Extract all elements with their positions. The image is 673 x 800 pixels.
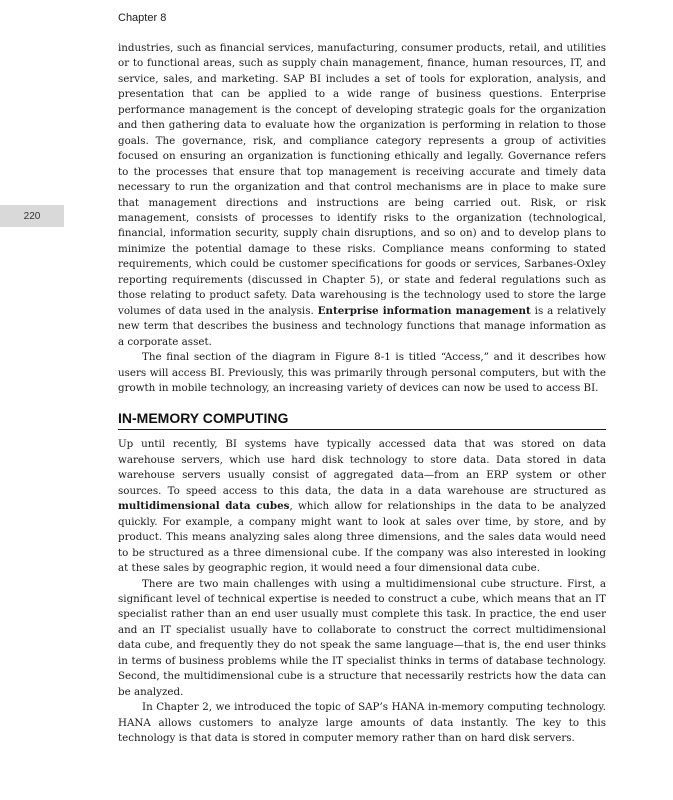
paragraph-hana: In Chapter 2, we introduced the topic of SAP’s HANA in-memory computing technology. HANA allows customers to analyze large amounts of data instantly. The key to this technology is that data is stored in computer memory rather than on hard disk servers.	[118, 701, 606, 745]
page-number-tab	[0, 205, 64, 227]
section-heading-in-memory-computing: IN-MEMORY COMPUTING	[118, 410, 606, 430]
page-body	[118, 41, 606, 746]
paragraph-text: is a relatively new term that describes the business and technology functions that manage information as a corporate asset.	[118, 304, 606, 348]
page-number: 220	[23, 210, 41, 222]
paragraph-text: Up until recently, BI systems have typically accessed data that was stored on data warehouse servers, which use hard disk technology to store data. Data stored in data warehouse servers usually consist of aggregated data—from an ERP system or other sources. To speed access to this data, the data in a data warehouse are structured as	[118, 438, 606, 497]
term-enterprise-information-management: Enterprise information management	[317, 304, 531, 317]
chapter-header: Chapter 8	[118, 12, 167, 24]
term-multidimensional-data-cubes: multidimensional data cubes	[118, 500, 290, 513]
paragraph-text: industries, such as financial services, manufacturing, consumer products, retail, and utilities or to functional areas, such as supply chain management, finance, human resources, IT, and service, sales, and marketing. SAP BI includes a set of tools for exploration, analysis, and presentation that can be applied to a wide range of business questions. Enterprise performance management is the concept of developing strategic goals for the organization and then gathering data to evaluate how the organization is performing in relation to those goals. The governance, risk, and compliance category represents a group of activities focused on ensuring an organization is functioning ethically and legally. Governance refers to the processes that ensure that top management is receiving accurate and timely data necessary to run the organization and that control mechanisms are in place to make sure that management directions and instructions are being carried out. Risk, or risk management, consists of processes to identify risks to the organization (technological, financial, information security, supply chain disruptions, and so on) and to develop plans to minimize the potential damage to these risks. Compliance means conforming to stated requirements, which could be customer specifications for goods or services, Sarbanes-Oxley reporting requirements (discussed in Chapter 5), or state and federal regulations such as those relating to product safety. Data warehousing is the technology used to store the large volumes of data used in the analysis.	[118, 42, 606, 317]
paragraph-access: The final section of the diagram in Figure 8-1 is titled “Access,” and it describes how users will access BI. Previously, this was primarily through personal computers, but with the growth in mobile technology, an increasing variety of devices can now be used to access BI.	[118, 351, 606, 394]
paragraph-bi-categories	[118, 41, 606, 350]
paragraph-data-warehouse	[118, 437, 606, 576]
paragraph-text: , which allow for relationships in the data to be analyzed quickly. For example, a company might want to look at sales over time, by store, and by product. This means analyzing sales along three dimensions, and the sales data would need to be structured as a three dimensional cube. If the company was also interested in looking at these sales by geographic region, it would need a four dimensional data cube.	[118, 500, 606, 575]
paragraph-cube-challenges: There are two main challenges with using a multidimensional cube structure. First, a significant level of technical expertise is needed to construct a cube, which means that an IT specialist rather than an end user usually must complete this task. In practice, the end user and an IT specialist usually have to collaborate to construct the correct multidimensional data cube, and frequently they do not speak the same language—that is, the end user thinks in terms of business problems while the IT specialist thinks in terms of database technology. Second, the multidimensional cube is a structure that necessarily restricts how the data can be analyzed.	[118, 577, 606, 698]
